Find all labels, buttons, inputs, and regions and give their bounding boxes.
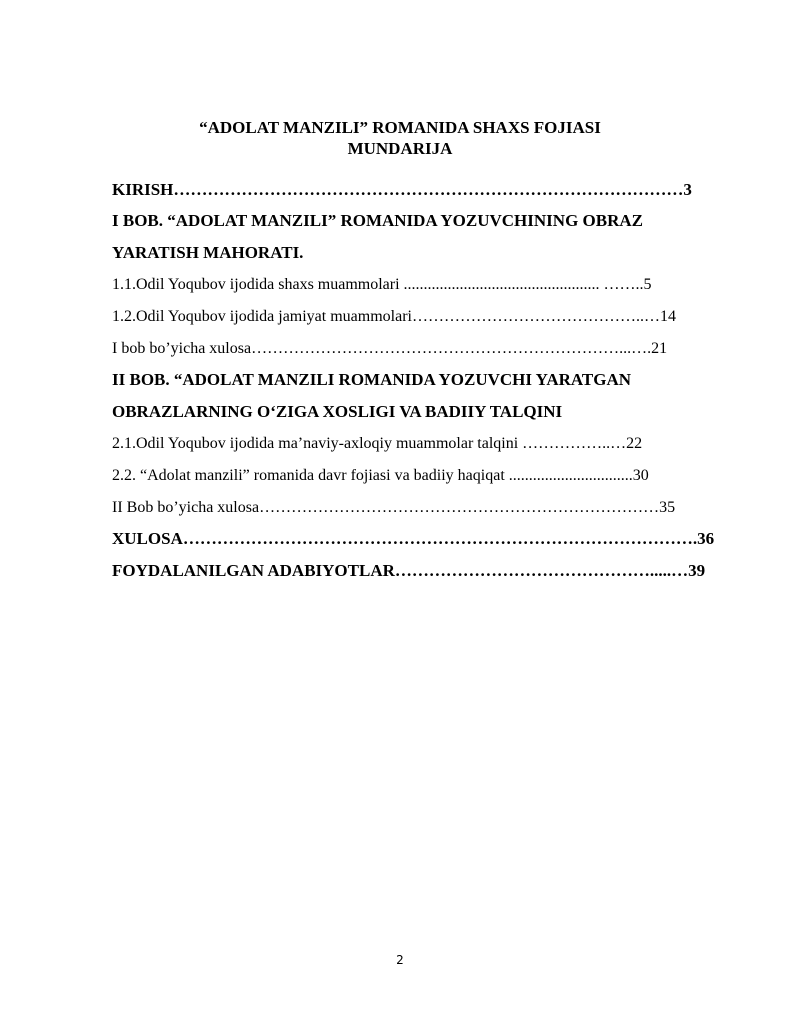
toc-entry-bob2-line2: OBRAZLARNING O‘ZIGA XOSLIGI VA BADIIY TALQINI [112,402,563,421]
toc-entry-xulosa: XULOSA……………………………………………………………………………….36 [112,529,715,548]
page-number: 2 [396,953,404,967]
document-subtitle: MUNDARIJA [347,139,453,158]
toc-entry-1-2: 1.2.Odil Yoqubov ijodida jamiyat muammolari……………………………………..…14 [112,308,676,325]
toc-entry-bob1-line2: YARATISH MAHORATI. [112,243,304,262]
toc-entry-2-2: 2.2. “Adolat manzili” romanida davr fojiasi va badiiy haqiqat ...............................30 [112,467,649,484]
toc-entry-kirish: KIRISH………………………………………………………………………………3 [112,180,692,199]
toc-entry-xulosa-1: I bob bo’yicha xulosa……………………………………………………………...….21 [112,340,668,357]
document-title: “ADOLAT MANZILI” ROMANIDA SHAXS FOJIASI [199,118,601,137]
toc-entry-adabiyotlar: FOYDALANILGAN ADABIYOTLAR……………………………………….....…39 [112,561,706,580]
toc-entry-2-1: 2.1.Odil Yoqubov ijodida ma’naviy-axloqiy muammolar talqini ……………..…22 [112,435,643,452]
toc-entry-bob1-line1: I BOB. “ADOLAT MANZILI” ROMANIDA YOZUVCHINING OBRAZ [112,211,643,230]
toc-entry-bob2-line1: II BOB. “ADOLAT MANZILI ROMANIDA YOZUVCHI YARATGAN [112,370,632,389]
toc-entry-xulosa-2: II Bob bo’yicha xulosa…………………………………………………………………35 [112,499,676,516]
toc-entry-1-1: 1.1.Odil Yoqubov ijodida shaxs muammolari ................................................. ……..5 [112,276,652,293]
